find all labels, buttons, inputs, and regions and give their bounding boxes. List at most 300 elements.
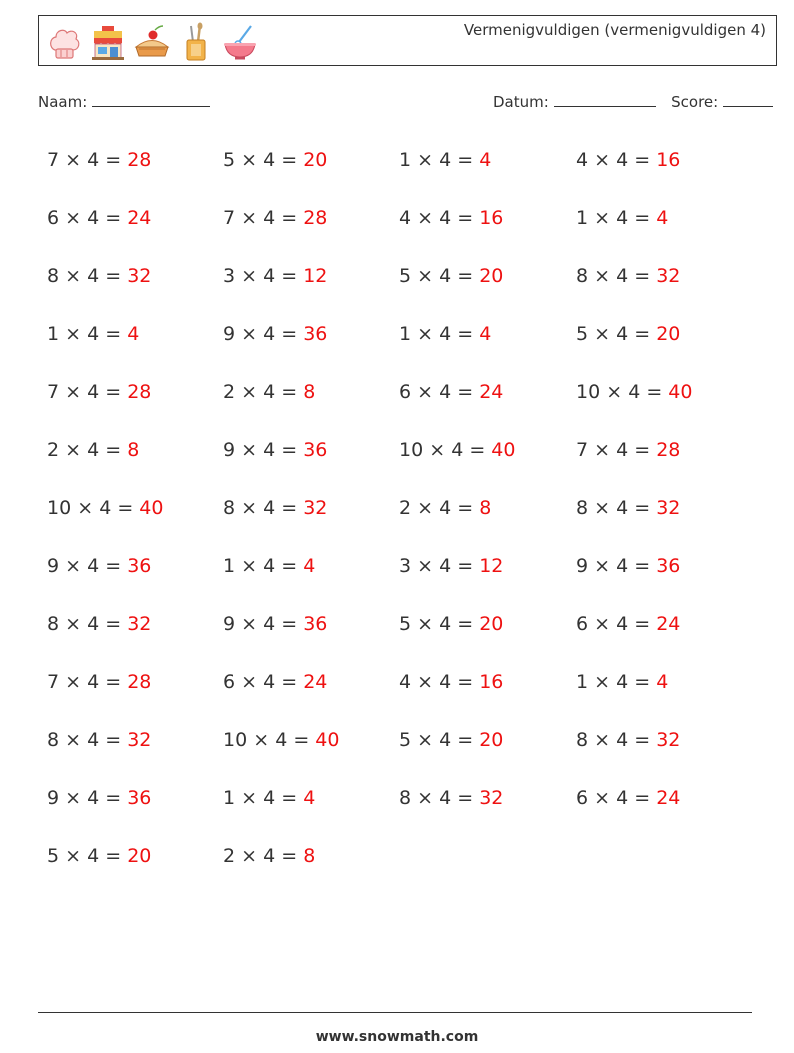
factor-b: 4 [263,265,276,287]
factor-a: 9 [223,613,236,635]
problem-item [223,786,315,810]
equals-sign: = [628,613,657,635]
times-sign: × [235,323,264,345]
factor-a: 9 [576,555,589,577]
equals-sign: = [451,149,480,171]
answer: 24 [479,381,504,403]
equals-sign: = [628,207,657,229]
equals-sign: = [275,845,304,867]
factor-a: 1 [399,149,412,171]
equals-sign: = [287,729,316,751]
footer-site: www.snowmath.com [315,1029,479,1045]
date-score-fields [493,92,773,111]
equals-sign: = [628,323,657,345]
factor-b: 4 [87,555,100,577]
answer: 28 [303,207,328,229]
times-sign: × [235,265,264,287]
answer: 8 [303,381,316,403]
answer: 16 [479,207,504,229]
times-sign: × [411,613,440,635]
times-sign: × [235,497,264,519]
problem-item [47,148,151,172]
problem-item [47,554,151,578]
times-sign: × [411,323,440,345]
problem-item [47,322,139,346]
factor-a: 10 [223,729,248,751]
problem-item [399,206,503,230]
equals-sign: = [628,439,657,461]
times-sign: × [235,613,264,635]
equals-sign: = [628,787,657,809]
answer: 4 [656,207,669,229]
times-sign: × [59,323,88,345]
times-sign: × [59,845,88,867]
factor-a: 8 [576,497,589,519]
problem-item [223,496,327,520]
times-sign: × [411,729,440,751]
factor-b: 4 [616,207,629,229]
shop-icon [89,20,127,64]
times-sign: × [235,787,264,809]
times-sign: × [411,381,440,403]
problem-item [47,728,151,752]
factor-b: 4 [87,613,100,635]
times-sign: × [247,729,276,751]
answer: 32 [127,265,152,287]
factor-a: 4 [399,671,412,693]
answer: 32 [479,787,504,809]
answer: 36 [127,555,152,577]
problem-item [47,438,139,462]
factor-b: 4 [616,729,629,751]
factor-a: 1 [223,787,236,809]
factor-a: 8 [399,787,412,809]
equals-sign: = [451,497,480,519]
problem-item [576,438,680,462]
times-sign: × [411,149,440,171]
factor-a: 5 [223,149,236,171]
factor-a: 9 [47,555,60,577]
factor-b: 4 [263,555,276,577]
factor-b: 4 [616,787,629,809]
equals-sign: = [451,555,480,577]
factor-b: 4 [616,497,629,519]
problem-item [576,206,668,230]
factor-a: 9 [223,439,236,461]
problem-item [223,554,315,578]
factor-b: 4 [87,439,100,461]
factor-b: 4 [616,323,629,345]
factor-a: 1 [399,323,412,345]
equals-sign: = [99,439,128,461]
footer-rule [38,1012,752,1013]
problem-item [576,264,680,288]
times-sign: × [588,671,617,693]
factor-b: 4 [87,265,100,287]
problem-item [223,264,327,288]
factor-b: 4 [439,265,452,287]
times-sign: × [600,381,629,403]
times-sign: × [235,439,264,461]
answer: 32 [127,613,152,635]
factor-a: 7 [223,207,236,229]
times-sign: × [411,207,440,229]
equals-sign: = [275,439,304,461]
problem-item [576,148,680,172]
answer: 12 [479,555,504,577]
times-sign: × [588,207,617,229]
utensil-holder-icon [177,20,215,64]
factor-b: 4 [87,381,100,403]
factor-b: 4 [439,207,452,229]
factor-b: 4 [263,613,276,635]
factor-a: 6 [47,207,60,229]
answer: 32 [656,497,681,519]
factor-b: 4 [263,381,276,403]
factor-a: 2 [399,497,412,519]
problem-item [399,496,491,520]
factor-a: 4 [576,149,589,171]
problem-item [47,206,151,230]
equals-sign: = [451,787,480,809]
worksheet-header [38,15,777,66]
times-sign: × [588,555,617,577]
factor-b: 4 [263,787,276,809]
factor-a: 1 [576,207,589,229]
answer: 36 [303,439,328,461]
factor-a: 7 [576,439,589,461]
factor-a: 5 [399,729,412,751]
problem-item [399,670,503,694]
problem-item [399,148,491,172]
problem-item [576,322,680,346]
name-label: Naam: [38,93,88,111]
factor-b: 4 [87,149,100,171]
factor-b: 4 [87,729,100,751]
equals-sign: = [628,497,657,519]
factor-a: 5 [399,265,412,287]
answer: 8 [303,845,316,867]
factor-b: 4 [263,671,276,693]
equals-sign: = [275,323,304,345]
times-sign: × [423,439,452,461]
name-field [38,92,210,111]
times-sign: × [588,729,617,751]
factor-a: 6 [223,671,236,693]
problem-item [399,438,515,462]
answer: 20 [303,149,328,171]
score-label: Score: [671,93,719,111]
equals-sign: = [99,555,128,577]
factor-a: 4 [399,207,412,229]
answer: 36 [127,787,152,809]
factor-b: 4 [616,555,629,577]
factor-b: 4 [439,729,452,751]
answer: 8 [127,439,140,461]
problem-item [576,786,680,810]
problem-item [223,148,327,172]
answer: 20 [479,265,504,287]
answer: 12 [303,265,328,287]
problem-item [223,380,315,404]
times-sign: × [59,671,88,693]
factor-b: 4 [616,439,629,461]
equals-sign: = [99,381,128,403]
times-sign: × [71,497,100,519]
answer: 20 [656,323,681,345]
factor-a: 2 [47,439,60,461]
factor-a: 5 [399,613,412,635]
times-sign: × [59,729,88,751]
factor-a: 10 [399,439,424,461]
answer: 28 [127,149,152,171]
equals-sign: = [99,613,128,635]
factor-a: 8 [576,729,589,751]
times-sign: × [588,439,617,461]
equals-sign: = [628,671,657,693]
times-sign: × [59,381,88,403]
answer: 40 [668,381,693,403]
times-sign: × [235,555,264,577]
times-sign: × [59,207,88,229]
factor-b: 4 [87,845,100,867]
factor-b: 4 [263,497,276,519]
equals-sign: = [628,265,657,287]
worksheet-title: Vermenigvuldigen (vermenigvuldigen 4) [463,21,766,39]
factor-b: 4 [263,323,276,345]
problem-item [223,844,315,868]
factor-b: 4 [439,671,452,693]
equals-sign: = [463,439,492,461]
times-sign: × [588,787,617,809]
problem-item [47,380,151,404]
factor-a: 5 [576,323,589,345]
problem-item [399,612,503,636]
answer: 36 [303,613,328,635]
factor-b: 4 [439,381,452,403]
factor-a: 1 [47,323,60,345]
answer: 4 [127,323,140,345]
times-sign: × [588,149,617,171]
answer: 20 [479,729,504,751]
problem-item [399,264,503,288]
times-sign: × [59,555,88,577]
problem-item [399,380,503,404]
problem-item [399,786,503,810]
factor-b: 4 [99,497,112,519]
factor-b: 4 [439,323,452,345]
answer: 24 [656,613,681,635]
times-sign: × [588,265,617,287]
factor-b: 4 [275,729,288,751]
times-sign: × [235,207,264,229]
problem-item [223,728,339,752]
problem-item [47,670,151,694]
equals-sign: = [99,207,128,229]
answer: 28 [656,439,681,461]
factor-a: 2 [223,845,236,867]
answer: 4 [479,323,492,345]
times-sign: × [588,323,617,345]
factor-a: 8 [576,265,589,287]
problem-item [576,380,692,404]
equals-sign: = [99,729,128,751]
factor-b: 4 [87,323,100,345]
factor-a: 9 [47,787,60,809]
date-blank [554,92,656,107]
times-sign: × [235,845,264,867]
problem-item [47,844,151,868]
chef-hat-icon [45,20,83,64]
problem-item [223,670,327,694]
date-label: Datum: [493,93,549,111]
equals-sign: = [99,265,128,287]
times-sign: × [59,787,88,809]
factor-b: 4 [628,381,641,403]
equals-sign: = [451,671,480,693]
factor-a: 1 [223,555,236,577]
problem-item [47,264,151,288]
factor-a: 7 [47,149,60,171]
factor-a: 8 [47,613,60,635]
equals-sign: = [275,555,304,577]
answer: 4 [303,555,316,577]
factor-b: 4 [616,613,629,635]
equals-sign: = [275,613,304,635]
answer: 32 [656,265,681,287]
factor-b: 4 [87,787,100,809]
times-sign: × [411,671,440,693]
problem-item [576,496,680,520]
factor-b: 4 [263,149,276,171]
cherry-pie-icon [133,20,171,64]
factor-b: 4 [263,845,276,867]
answer: 32 [127,729,152,751]
answer: 36 [303,323,328,345]
factor-b: 4 [439,787,452,809]
times-sign: × [59,439,88,461]
problem-item [223,612,327,636]
answer: 20 [479,613,504,635]
factor-a: 3 [399,555,412,577]
times-sign: × [411,265,440,287]
equals-sign: = [451,323,480,345]
answer: 4 [303,787,316,809]
factor-a: 6 [576,613,589,635]
equals-sign: = [99,671,128,693]
answer: 40 [315,729,340,751]
factor-b: 4 [439,149,452,171]
problem-item [576,728,680,752]
problem-item [576,612,680,636]
equals-sign: = [628,555,657,577]
problem-item [47,786,151,810]
answer: 36 [656,555,681,577]
times-sign: × [59,265,88,287]
problem-item [399,728,503,752]
answer: 4 [479,149,492,171]
answer: 28 [127,381,152,403]
equals-sign: = [275,671,304,693]
factor-a: 1 [576,671,589,693]
answer: 20 [127,845,152,867]
factor-a: 9 [223,323,236,345]
equals-sign: = [628,729,657,751]
problem-item [576,554,680,578]
factor-a: 3 [223,265,236,287]
times-sign: × [411,497,440,519]
factor-b: 4 [439,613,452,635]
factor-a: 8 [223,497,236,519]
factor-b: 4 [439,497,452,519]
equals-sign: = [275,149,304,171]
problem-item [47,496,163,520]
times-sign: × [235,381,264,403]
header-icons [45,20,259,64]
problem-item [576,670,668,694]
factor-a: 5 [47,845,60,867]
equals-sign: = [275,381,304,403]
equals-sign: = [628,149,657,171]
factor-b: 4 [263,439,276,461]
answer: 8 [479,497,492,519]
factor-b: 4 [616,265,629,287]
factor-a: 10 [576,381,601,403]
equals-sign: = [451,729,480,751]
answer: 28 [127,671,152,693]
score-blank [723,92,773,107]
equals-sign: = [275,265,304,287]
equals-sign: = [451,265,480,287]
factor-a: 7 [47,671,60,693]
answer: 4 [656,671,669,693]
answer: 40 [491,439,516,461]
equals-sign: = [451,207,480,229]
equals-sign: = [640,381,669,403]
answer: 32 [656,729,681,751]
factor-b: 4 [87,207,100,229]
answer: 24 [127,207,152,229]
times-sign: × [235,149,264,171]
factor-a: 7 [47,381,60,403]
name-blank [92,92,210,107]
equals-sign: = [99,787,128,809]
problem-item [223,438,327,462]
answer: 40 [139,497,164,519]
problem-item [399,322,491,346]
answer: 24 [656,787,681,809]
factor-a: 2 [223,381,236,403]
times-sign: × [588,613,617,635]
factor-a: 6 [399,381,412,403]
answer: 16 [656,149,681,171]
times-sign: × [59,149,88,171]
factor-b: 4 [263,207,276,229]
answer: 32 [303,497,328,519]
problem-item [399,554,503,578]
factor-a: 8 [47,265,60,287]
factor-b: 4 [87,671,100,693]
times-sign: × [588,497,617,519]
factor-b: 4 [439,555,452,577]
equals-sign: = [99,149,128,171]
factor-b: 4 [616,671,629,693]
factor-a: 10 [47,497,72,519]
equals-sign: = [99,845,128,867]
equals-sign: = [275,207,304,229]
answer: 16 [479,671,504,693]
factor-a: 8 [47,729,60,751]
